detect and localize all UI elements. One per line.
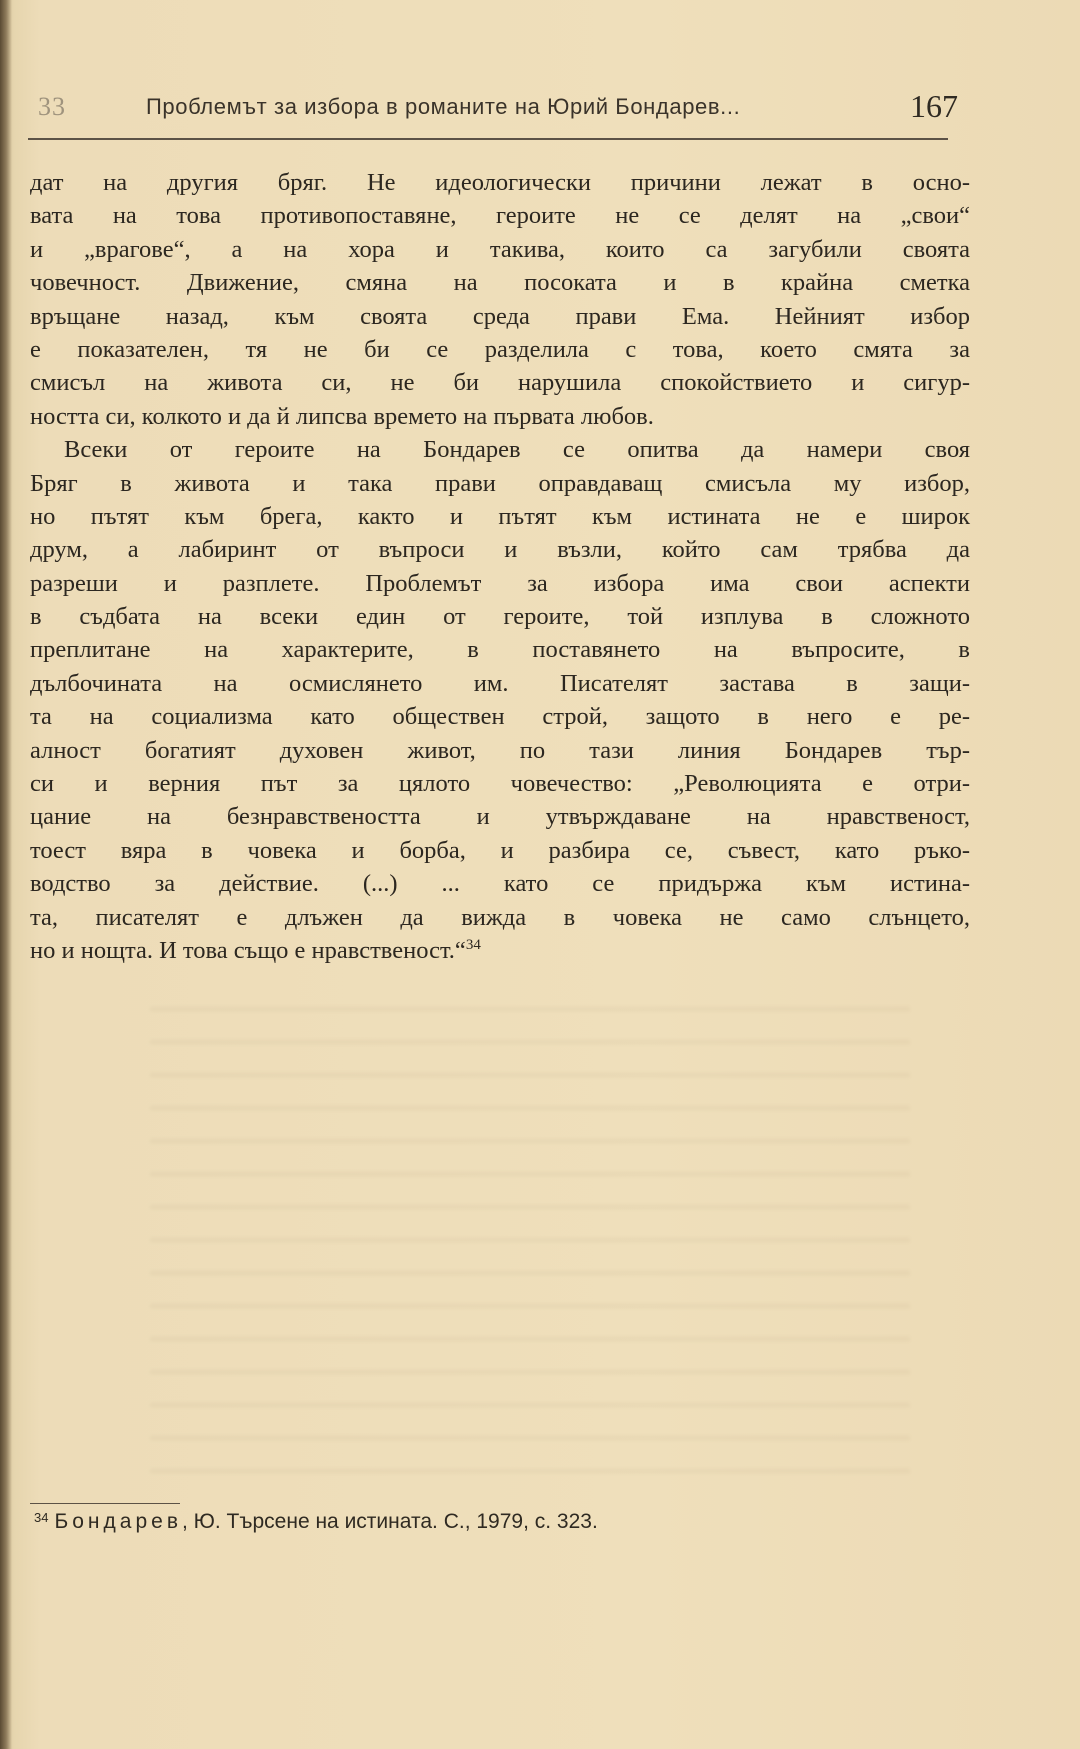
text-line: ността си, колкото и да й липсва времето на първата любов. bbox=[30, 402, 654, 430]
text-line: алност богатият духовен живот, по тази линия Бондарев тър- bbox=[30, 736, 970, 764]
text-line: разреши и разплете. Проблемът за избора има свои аспекти bbox=[30, 569, 970, 597]
text-line-final bbox=[30, 934, 970, 967]
header-rule bbox=[28, 138, 948, 140]
book-spine-shadow bbox=[0, 0, 12, 1749]
text-line: друм, а лабиринт от въпроси и възли, който сам трябва да bbox=[30, 536, 970, 564]
text-line: Бряг в живота и така прави оправдаващ смисъла му избор, bbox=[30, 469, 970, 497]
page-header bbox=[28, 88, 958, 128]
text-line: цание на безнравствеността и утвърждаване на нравственост, bbox=[30, 803, 970, 831]
text-line: но пътят към брега, както и пътят към истината не е широк bbox=[30, 502, 970, 530]
text-line: тоест вяра в човека и борба, и разбира се, съвест, като ръко- bbox=[30, 836, 970, 864]
text-line: вата на това противопоставяне, героите не се делят на „свои“ bbox=[30, 202, 970, 230]
text-line: връщане назад, към своята среда прави Ема. Нейният избор bbox=[30, 302, 970, 330]
final-line-text: но и нощта. И това също е нравственост.“ bbox=[30, 936, 466, 964]
text-line: и „врагове“, а на хора и такива, които са загубили своята bbox=[30, 235, 970, 263]
body-text bbox=[30, 166, 970, 967]
text-line: дълбочината на осмислянето им. Писателят застава в защи- bbox=[30, 669, 970, 697]
footnote-citation: , Ю. Търсене на истината. С., 1979, с. 323. bbox=[181, 1510, 598, 1533]
footnote-reference[interactable]: 34 bbox=[465, 936, 481, 953]
footnote-rule bbox=[30, 1503, 180, 1504]
text-line: преплитане на характерите, в поставянето на въпросите, в bbox=[30, 636, 970, 664]
text-line: та на социализма като обществен строй, защото в него е ре- bbox=[30, 703, 970, 731]
text-line: смисъл на живота си, не би нарушила спокойствието и сигур- bbox=[30, 369, 970, 397]
text-line: в съдбата на всеки един от героите, той изплува в сложното bbox=[30, 603, 970, 631]
text-line: та, писателят е длъжен да вижда в човека не само слънцето, bbox=[30, 903, 970, 931]
bleed-through-folio: 33 bbox=[38, 92, 66, 121]
text-line: водство за действие. (...) ... като се придържа към истина- bbox=[30, 870, 970, 898]
text-line: човечност. Движение, смяна на посоката и в крайна сметка bbox=[30, 269, 970, 297]
footnote-number: 34 bbox=[34, 1510, 49, 1525]
footnote-author: Бондарев bbox=[54, 1510, 182, 1533]
text-line: е показателен, тя не би се разделила с това, което смята за bbox=[30, 335, 970, 363]
text-line: си и верния път за цялото човечество: „Революцията е отри- bbox=[30, 770, 970, 798]
bleed-through-texture bbox=[150, 980, 910, 1500]
page-number: 167 bbox=[910, 88, 958, 124]
paragraph-start-line: Всеки от героите на Бондарев се опитва да намери своя bbox=[64, 436, 970, 464]
text-line: дат на другия бряг. Не идеологически причини лежат в осно- bbox=[30, 169, 970, 196]
footnote bbox=[34, 1510, 598, 1534]
running-title: Проблемът за избора в романите на Юрий Бондарев... bbox=[146, 94, 741, 119]
